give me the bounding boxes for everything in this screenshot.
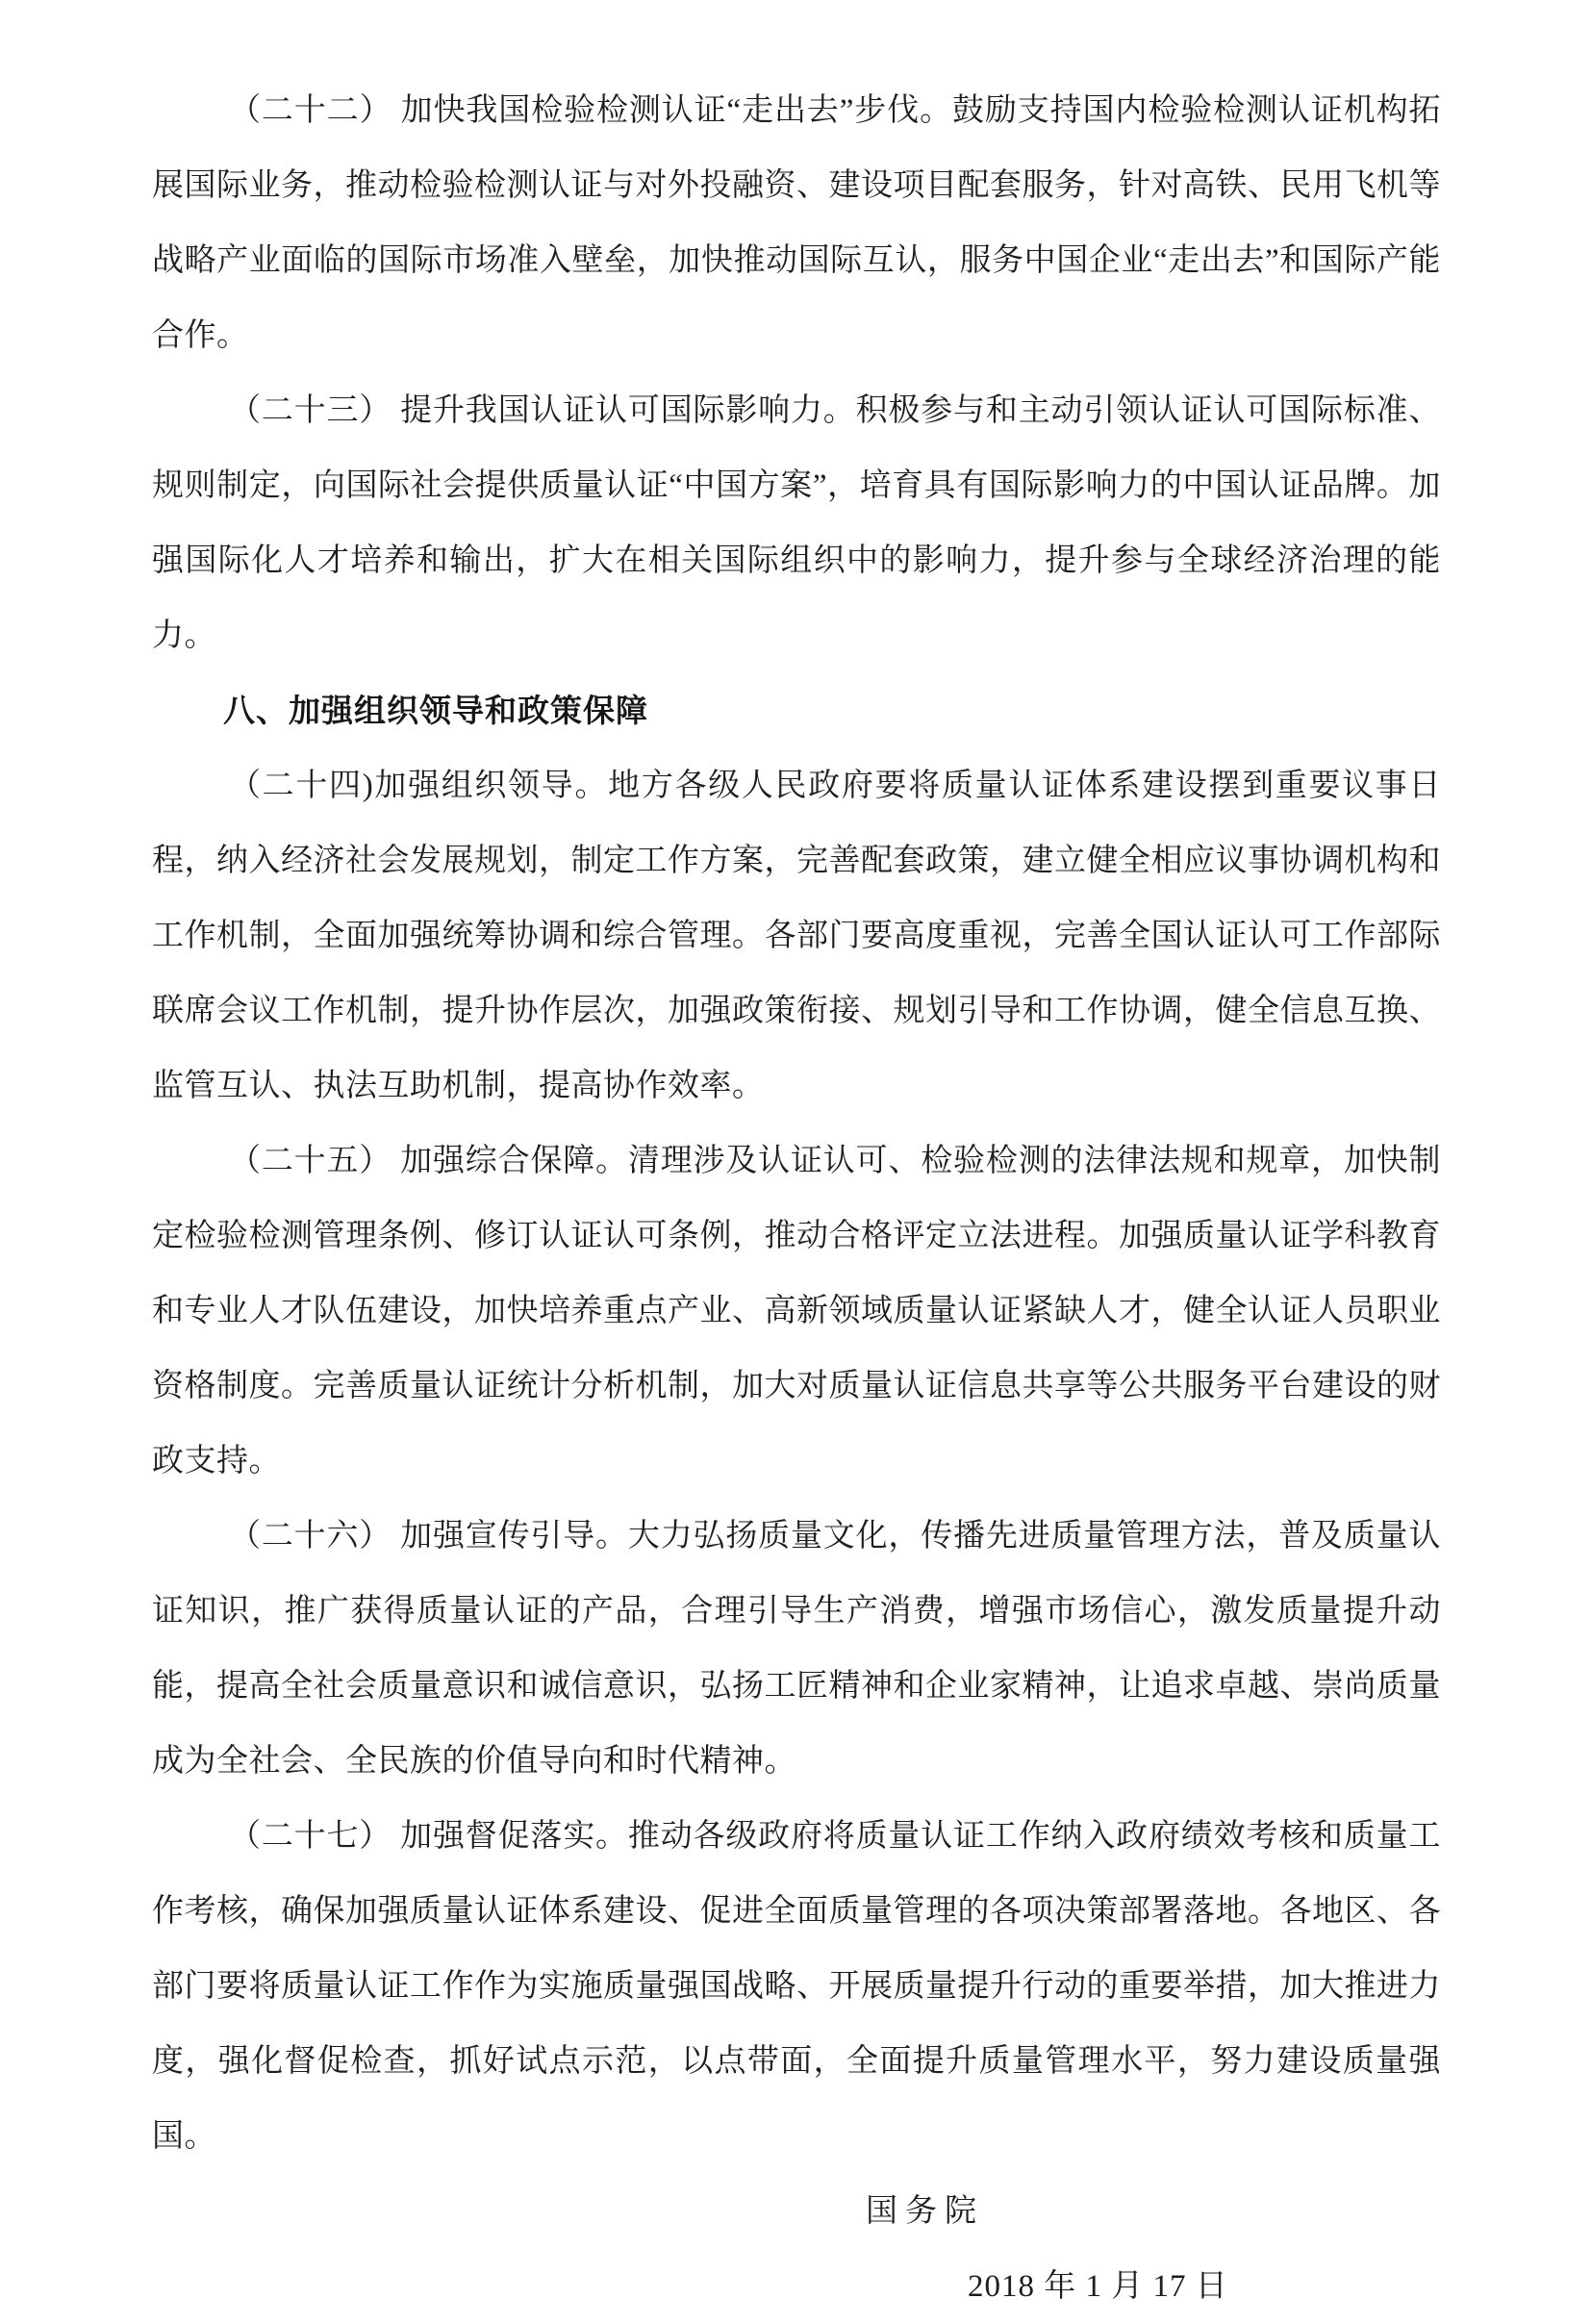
clause-26-paragraph: （二十六） 加强宣传引导。大力弘扬质量文化，传播先进质量管理方法，普及质量认证知识，推广获得质量认证的产品，合理引导生产消费，增强市场信心，激发质量提升动能，提高全社会质量意识和诚信意识，弘扬工匠精神和企业家精神，让追求卓越、崇尚质量成为全社会、全民族的价值导向和时代精神。 [152, 1519, 1441, 1779]
clause-24-paragraph: （二十四)加强组织领导。地方各级人民政府要将质量认证体系建设摆到重要议事日程，纳入经济社会发展规划，制定工作方案，完善配套政策，建立健全相应议事协调机构和工作机制，全面加强统筹协调和综合管理。各部门要高度重视，完善全国认证认可工作部际联席会议工作机制，提升协作层次，加强政策衔接、规划引导和工作协调，健全信息互换、监管互认、执法互助机制，提高协作效率。 [152, 769, 1441, 1103]
clause-22-paragraph: （二十二） 加快我国检验检测认证“走出去”步伐。鼓励支持国内检验检测认证机构拓展国际业务，推动检验检测认证与对外投融资、建设项目配套服务，针对高铁、民用飞机等战略产业面临的国际市场准入壁垒，加快推动国际互认，服务中国企业“走出去”和国际产能合作。 [152, 93, 1441, 353]
clause-23-paragraph: （二十三） 提升我国认证认可国际影响力。积极参与和主动引领认证认可国际标准、规则制定，向国际社会提供质量认证“中国方案”，培育具有国际影响力的中国认证品牌。加强国际化人才培养和输出，扩大在相关国际组织中的影响力，提升参与全球经济治理的能力。 [152, 393, 1441, 653]
issue-date: 2018 年 1 月 17 日 [968, 2269, 1228, 2304]
section-8-heading: 八、加强组织领导和政策保障 [223, 693, 648, 728]
clause-27-paragraph: （二十七） 加强督促落实。推动各级政府将质量认证工作纳入政府绩效考核和质量工作考核，确保加强质量认证体系建设、促进全面质量管理的各项决策部署落地。各地区、各部门要将质量认证工作作为实施质量强国战略、开展质量提升行动的重要举措，加大推进力度，强化督促检查，抓好试点示范，以点带面，全面提升质量管理水平，努力建设质量强国。 [152, 1819, 1441, 2154]
clause-25-paragraph: （二十五） 加强综合保障。清理涉及认证认可、检验检测的法律法规和规章，加快制定检验检测管理条例、修订认证认可条例，推动合格评定立法进程。加强质量认证学科教育和专业人才队伍建设，加快培养重点产业、高新领域质量认证紧缺人才，健全认证人员职业资格制度。完善质量认证统计分析机制，加大对质量认证信息共享等公共服务平台建设的财政支持。 [152, 1144, 1441, 1478]
issuer-signature: 国务院 [866, 2194, 984, 2229]
